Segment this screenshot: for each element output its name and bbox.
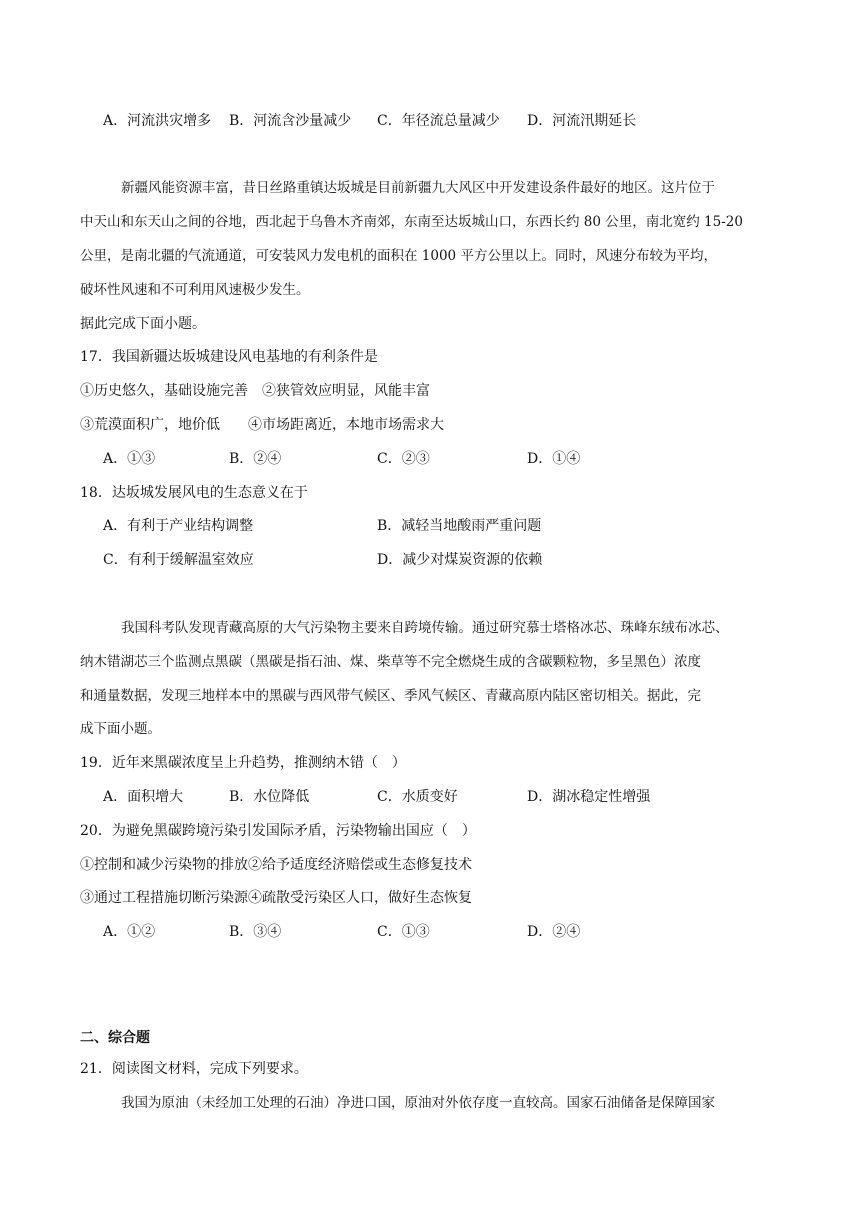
q18-option-b: B．减轻当地酸雨严重问题 (377, 518, 542, 534)
q17-items-line-2: ③荒漠面积广，地价低 ④市场距离近，本地市场需求大 (80, 417, 444, 433)
q20-option-d: D．②④ (527, 924, 581, 940)
passage1-line-2: 中天山和东天山之间的谷地，西北起于乌鲁木齐南郊，东南至达坂城山口，东西长约 80 公里，南北宽约 15-20 (80, 214, 743, 230)
q20-option-a: A．①② (103, 924, 156, 940)
q18-option-d: D．减少对煤炭资源的依赖 (377, 552, 543, 568)
instruction-text: 据此完成下面小题。 (80, 316, 206, 332)
passage2-line-3: 和通量数据，发现三地样本中的黑碳与西风带气候区、季风气候区、青藏高原内陆区密切相关。据此，完 (80, 688, 701, 704)
passage1-line-1: 新疆风能资源丰富，昔日丝路重镇达坂城是目前新疆九大风区中开发建设条件最好的地区。这片位于 (121, 180, 715, 196)
q20-stem: 20．为避免黑碳跨境污染引发国际矛盾，污染物输出国应（ ） (80, 823, 476, 839)
q17-option-b: B．②④ (229, 451, 282, 467)
q17-option-d: D．①④ (527, 451, 581, 467)
q17-option-c: C．②③ (377, 451, 430, 467)
q20-option-c: C．①③ (377, 924, 430, 940)
q16-option-a: A．河流洪灾增多 (103, 113, 212, 129)
q17-items-line-1: ①历史悠久，基础设施完善 ②狭管效应明显，风能丰富 (80, 383, 430, 399)
q21-stem: 21．阅读图文材料，完成下列要求。 (80, 1061, 308, 1077)
q16-option-b: B．河流含沙量减少 (229, 113, 352, 129)
q18-option-a: A．有利于产业结构调整 (103, 518, 254, 534)
q21-text: 我国为原油（未经加工处理的石油）净进口国，原油对外依存度一直较高。国家石油储备是保障国家 (121, 1095, 715, 1111)
q20-items-line-1: ①控制和减少污染物的排放②给予适度经济赔偿或生态修复技术 (80, 857, 472, 873)
q19-option-a: A．面积增大 (103, 789, 184, 805)
passage2-line-1: 我国科考队发现青藏高原的大气污染物主要来自跨境传输。通过研究慕士塔格冰芯、珠峰东绒布冰芯、 (121, 620, 729, 636)
section-heading: 二、综合题 (80, 1030, 150, 1046)
q19-stem: 19．近年来黑碳浓度呈上升趋势，推测纳木错（ ） (80, 755, 406, 771)
q16-option-c: C．年径流总量减少 (377, 113, 500, 129)
passage1-line-3: 公里，是南北疆的气流通道，可安装风力发电机的面积在 1000 平方公里以上。同时，风速分布较为平均， (80, 248, 717, 264)
q20-option-b: B．③④ (229, 924, 282, 940)
q19-option-c: C．水质变好 (377, 789, 458, 805)
q18-stem: 18．达坂城发展风电的生态意义在于 (80, 485, 308, 501)
passage2-line-2: 纳木错湖芯三个监测点黑碳（黑碳是指石油、煤、柴草等不完全燃烧生成的含碳颗粒物，多呈黑色）浓度 (80, 654, 701, 670)
passage2-line-4: 成下面小题。 (80, 721, 161, 737)
passage1-line-4: 破坏性风速和不可利用风速极少发生。 (80, 282, 310, 298)
q19-option-d: D．湖冰稳定性增强 (527, 789, 651, 805)
q18-option-c: C．有利于缓解温室效应 (103, 552, 254, 568)
q17-option-a: A．①③ (103, 451, 156, 467)
q20-items-line-2: ③通过工程措施切断污染源④疏散受污染区人口，做好生态恢复 (80, 890, 472, 906)
q19-option-b: B．水位降低 (229, 789, 310, 805)
q16-option-d: D．河流汛期延长 (527, 113, 637, 129)
q17-stem: 17．我国新疆达坂城建设风电基地的有利条件是 (80, 349, 378, 365)
